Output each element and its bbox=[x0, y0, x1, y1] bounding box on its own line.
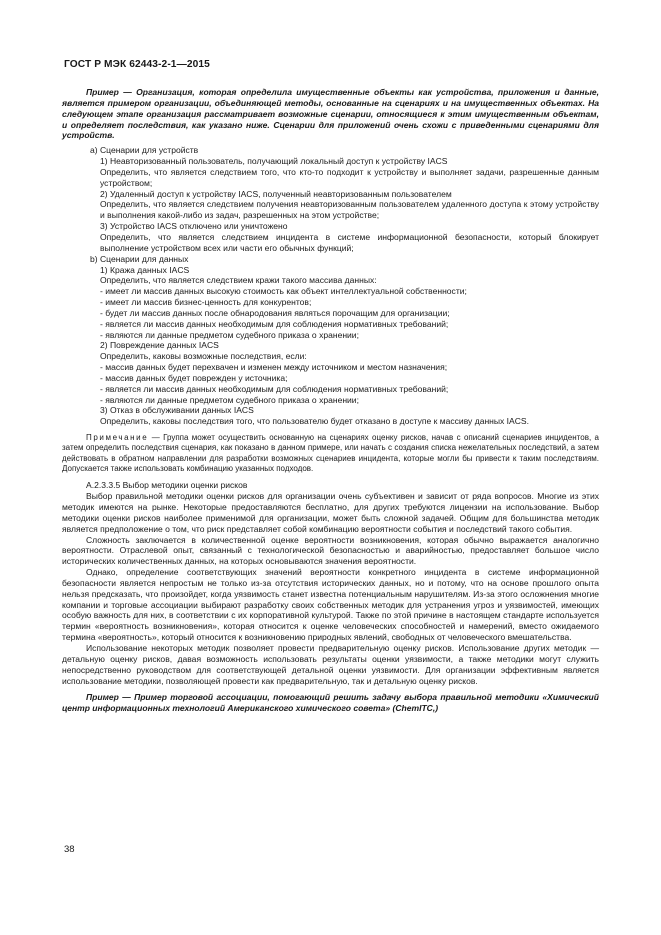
data-scenarios-list bbox=[62, 254, 599, 428]
scenario-description: Определить, что является следствием инцидента в системе информационной безопасности, который блокирует выполнение устройством всех или части его обычных функций; bbox=[100, 231, 599, 253]
device-scenarios-list bbox=[62, 145, 599, 253]
scenario-heading: 2) Удаленный доступ к устройству IACS, полученный неавторизованным пользователем bbox=[100, 188, 452, 199]
list-heading: b) Сценарии для данных bbox=[90, 253, 189, 264]
list-item: - имеет ли массив бизнес-ценность для конкурентов; bbox=[100, 297, 312, 308]
list-item: - является ли массив данных необходимым для соблюдения нормативных требований; bbox=[100, 318, 449, 329]
scenario-heading: 3) Отказ в обслуживании данных IACS bbox=[100, 405, 254, 416]
note-text: — Группа может осуществить основанную на сценариях оценку рисков, начав с описаний сценариев инцидентов, а затем определить последствия сценария, как показано в данном примере, или начать с создания списка нежелательных последствий, а затем действовать в обратном направлении для разработки возможных сценариев инцидента, которые могли бы привести к таким последствиям. Допускается также использовать комбинацию указанных подходов. bbox=[62, 433, 599, 474]
list-item: - массив данных будет поврежден у источника; bbox=[100, 372, 288, 383]
list-item: - является ли массив данных необходимым для соблюдения нормативных требований; bbox=[100, 383, 449, 394]
list-item: - являются ли данные предметом судебного приказа о хранении; bbox=[100, 329, 359, 340]
list-item: - будет ли массив данных после обнародования являться порочащим для организации; bbox=[100, 307, 450, 318]
body-paragraph: Выбор правильной методики оценки рисков для организации очень субъективен и зависит от ряда вопросов. Многие из этих методик имеются на рынке. Некоторые предоставляются бесплатно, для других требуются лицензии на использование. Выбор методики оценки рисков наиболее применимой для организации, может быть сложной задачей. Общим для большинства методик является предположение о том, что риск представляет собой комбинацию вероятности события и последствий такого события. bbox=[62, 491, 599, 534]
list-item: - являются ли данные предметом судебного приказа о хранении; bbox=[100, 394, 359, 405]
section-heading: А.2.3.3.5 Выбор методики оценки рисков bbox=[86, 480, 248, 491]
body-paragraph: Сложность заключается в количественной оценке вероятности возникновения, которая обычно выражается аналогично вероятности. Отраслевой опыт, связанный с технологической безопасностью и аварийностью, предоставляет большое число исторических количественных данных, на которых основываются значения вероятности. bbox=[62, 534, 599, 567]
body-paragraph: Однако, определение соответствующих значений вероятности конкретного инцидента в системе информационной безопасности является непростым не только из-за отсутствия исторических данных, но и потому, что на основе прошлого опыта нельзя предсказать, что произойдет, когда уязвимость станет известна потенциальным нарушителям. Из-за этого осложнения многие компании и торговые ассоциации выбирают разработку своих собственных методик для устранения угроз и уязвимостей, имеющих особую важность для них, в соответствии с их корпоративной культурой. Также по этой причине в настоящем стандарте используется термин «вероятность возникновения», которая относится к оценке человеческих способностей и намерений, вместо ожидаемого термина «вероятность», который относится к возникновению природных явлений, свободных от человеческого вмешательства. bbox=[62, 567, 599, 643]
list-heading: а) Сценарии для устройств bbox=[90, 145, 199, 156]
page-number: 38 bbox=[64, 844, 75, 855]
document-header: ГОСТ Р МЭК 62443-2-1—2015 bbox=[64, 59, 210, 70]
scenario-description: Определить, каковы последствия того, что пользователю будет отказано в доступе к массиву данных IACS. bbox=[100, 416, 529, 427]
example-paragraph: Пример — Пример торговой ассоциации, помогающий решить задачу выбора правильной методики «Химический центр информационных технологий Американского химического совета» (ChemITC,) bbox=[62, 692, 599, 714]
body-paragraph: Использование некоторых методик позволяет провести предварительную оценку рисков. Использование других методик — детальную оценку рисков, давая возможность использовать результаты оценки уязвимости, а также методики могут служить непосредственно руководством для соответствующей детальной оценки уязвимости. Для организации эффективным является использование методики, позволяющей провести как предварительную, так и детальную оценку рисков. bbox=[62, 643, 599, 686]
example-paragraph: Пример — Организация, которая определила имущественные объекты как устройства, приложения и данные, является примером организации, объединяющей методы, основанные на сценариях и на имущественных объектах. На следующем этапе организация рассматривает возможные сценарии, относящиеся к этим имущественным объектам, и определяет последствия, как указано ниже. Сценарии для приложений очень схожи с приведенными сценариями для устройств. bbox=[62, 87, 599, 141]
scenario-description: Определить, что является следствием того, что кто-то подходит к устройству и выполняет задачи, разрешенные данным устройством; bbox=[100, 166, 599, 188]
scenario-heading: 1) Неавторизованный пользователь, получающий локальный доступ к устройству IACS bbox=[100, 156, 448, 167]
scenario-heading: 1) Кража данных IACS bbox=[100, 264, 190, 275]
scenario-heading: 3) Устройство IACS отключено или уничтожено bbox=[100, 221, 288, 232]
scenario-heading: 2) Повреждение данных IACS bbox=[100, 340, 219, 351]
note-label: Примечание bbox=[86, 433, 149, 443]
list-item: - массив данных будет перехвачен и изменен между источником и местом назначения; bbox=[100, 362, 448, 373]
note-paragraph bbox=[62, 433, 599, 474]
list-item: - имеет ли массив данных высокую стоимость как объект интеллектуальной собственности; bbox=[100, 286, 467, 297]
scenario-description: Определить, каковы возможные последствия, если: bbox=[100, 351, 307, 362]
scenario-description: Определить, что является следствием получения неавторизованным пользователем удаленного доступа к этому устройству и выполнения какой-либо из задач, разрешенных на этом устройстве; bbox=[100, 199, 599, 221]
scenario-description: Определить, что является следствием кражи такого массива данных: bbox=[100, 275, 377, 286]
